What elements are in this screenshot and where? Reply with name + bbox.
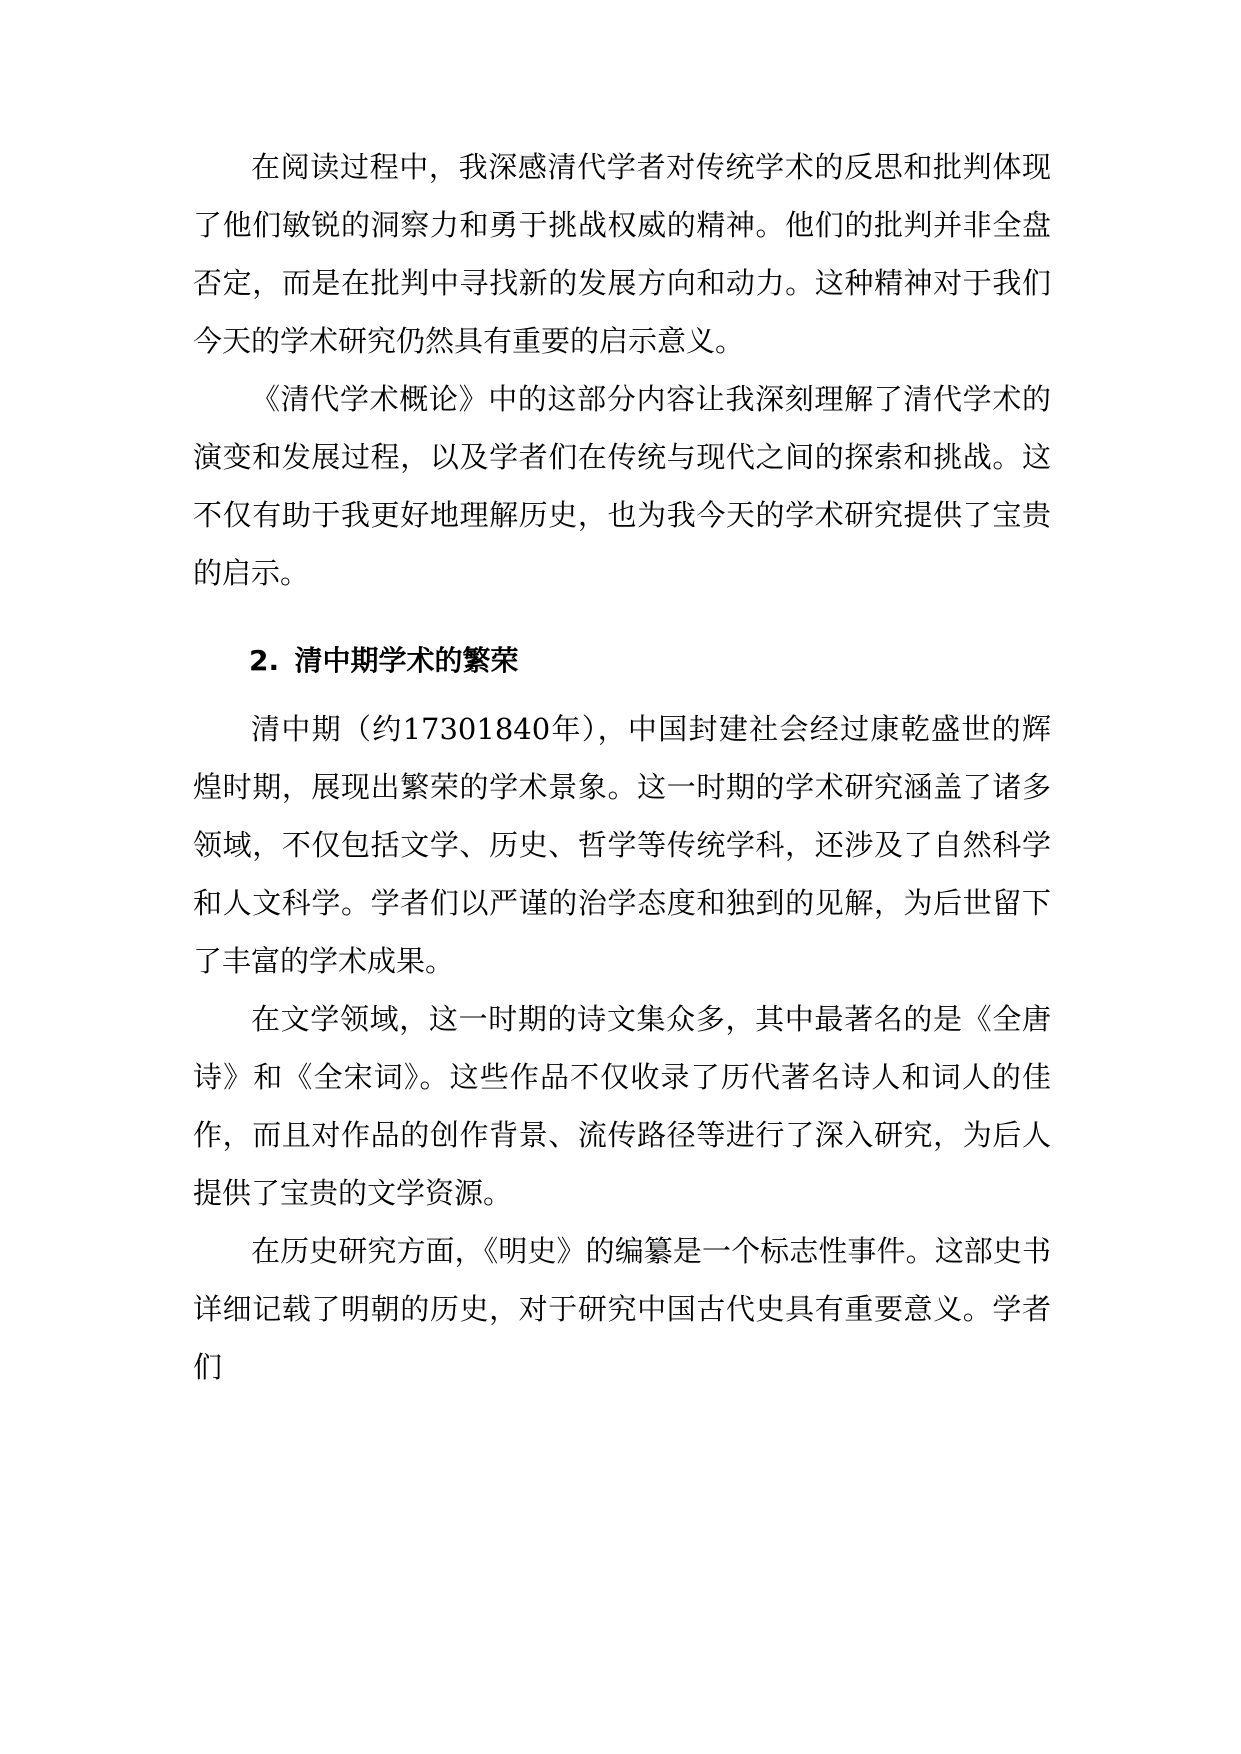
paragraph-reflection: 在阅读过程中，我深感清代学者对传统学术的反思和批判体现了他们敏锐的洞察力和勇于挑战权威的精神。他们的批判并非全盘否定，而是在批判中寻找新的发展方向和动力。这种精神对于我们今天的学术研究仍然具有重要的启示意义。 — [193, 150, 1051, 358]
paragraph-mid-qing-overview: 清中期（约17301840年），中国封建社会经过康乾盛世的辉煌时期，展现出繁荣的学术景象。这一时期的学术研究涵盖了诸多领域，不仅包括文学、历史、哲学等传统学科，还涉及了自然科学和人文科学。学者们以严谨的治学态度和独到的见解，为后世留下了丰富的学术成果。 — [193, 712, 1051, 978]
paragraph-summary: 《清代学术概论》中的这部分内容让我深刻理解了清代学术的演变和发展过程，以及学者们在传统与现代之间的探索和挑战。这不仅有助于我更好地理解历史，也为我今天的学术研究提供了宝贵的启示。 — [193, 382, 1051, 590]
paragraph-literature: 在文学领域，这一时期的诗文集众多，其中最著名的是《全唐诗》和《全宋词》。这些作品不仅收录了历代著名诗人和词人的佳作，而且对作品的创作背景、流传路径等进行了深入研究，为后人提供了宝贵的文学资源。 — [193, 1002, 1051, 1210]
section-title: 清中期学术的繁荣 — [294, 644, 519, 677]
paragraph-history: 在历史研究方面，《明史》的编纂是一个标志性事件。这部史书详细记载了明朝的历史，对于研究中国古代史具有重要意义。学者们 — [193, 1234, 1051, 1384]
section-heading — [193, 602, 1051, 700]
document-page — [193, 138, 1051, 1396]
section-number: 2. — [249, 644, 280, 677]
